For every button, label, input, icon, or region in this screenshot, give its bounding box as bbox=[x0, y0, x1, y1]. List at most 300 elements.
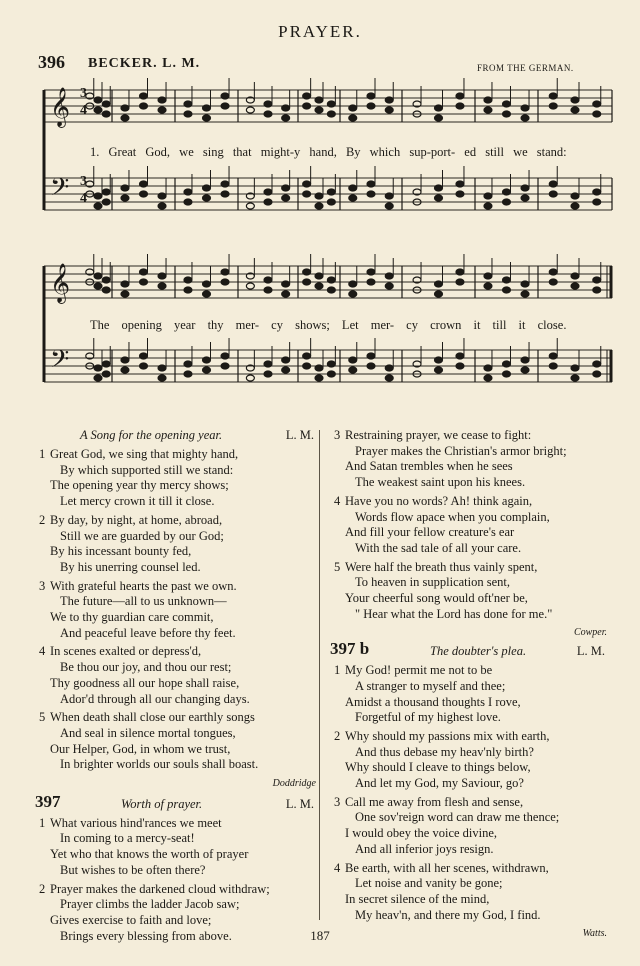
hymn1-verses bbox=[39, 447, 316, 773]
notehead bbox=[593, 371, 601, 377]
notehead bbox=[521, 115, 529, 121]
hymn2-number: 397 bbox=[35, 791, 61, 811]
verse-line: And all inferior joys resign. bbox=[355, 841, 494, 856]
notehead bbox=[315, 365, 323, 371]
notehead bbox=[121, 367, 129, 373]
notehead bbox=[121, 185, 129, 191]
verse-line: My heav'n, and there my God, I find. bbox=[355, 907, 541, 922]
left-column bbox=[35, 428, 316, 947]
hymn3-heading bbox=[330, 641, 607, 663]
notehead bbox=[571, 107, 579, 113]
verse-number: 4 bbox=[334, 493, 341, 508]
hymn2-continued-verses bbox=[334, 428, 607, 622]
verse-number: 3 bbox=[334, 428, 341, 442]
notehead bbox=[315, 273, 323, 279]
verse-line: The opening year thy mercy shows; bbox=[50, 478, 229, 493]
notehead bbox=[184, 287, 192, 293]
verse bbox=[39, 447, 316, 510]
notehead bbox=[503, 111, 511, 117]
notehead bbox=[94, 203, 102, 209]
notehead bbox=[184, 101, 192, 107]
notehead bbox=[367, 353, 375, 359]
notehead bbox=[94, 193, 102, 199]
notehead bbox=[521, 105, 529, 111]
verse-line: And Satan trembles when he sees bbox=[345, 459, 513, 474]
notehead bbox=[484, 203, 492, 209]
notehead bbox=[184, 189, 192, 195]
notehead bbox=[140, 353, 148, 359]
notehead bbox=[94, 375, 102, 381]
notehead bbox=[184, 361, 192, 367]
notehead bbox=[549, 269, 557, 275]
notehead bbox=[158, 97, 166, 103]
notehead bbox=[315, 375, 323, 381]
notehead bbox=[264, 111, 272, 117]
notehead bbox=[503, 277, 511, 283]
verse-line: And fill your fellow creature's ear bbox=[345, 525, 515, 540]
notehead bbox=[303, 353, 311, 359]
notehead bbox=[221, 93, 229, 99]
notehead bbox=[203, 105, 211, 111]
notehead bbox=[521, 195, 529, 201]
notehead bbox=[385, 375, 393, 381]
notehead bbox=[140, 103, 148, 109]
notehead bbox=[282, 195, 290, 201]
verse bbox=[39, 578, 316, 642]
notehead bbox=[349, 185, 357, 191]
verse-line: Why should I cleave to things below, bbox=[345, 760, 531, 775]
hymn3-number: 397 b bbox=[330, 639, 370, 659]
notehead bbox=[503, 189, 511, 195]
notehead bbox=[121, 291, 129, 297]
page-number: 187 bbox=[310, 928, 330, 943]
notehead bbox=[456, 269, 464, 275]
notehead bbox=[385, 365, 393, 371]
notehead bbox=[282, 281, 290, 287]
notehead bbox=[94, 283, 102, 289]
hymn2-heading bbox=[35, 791, 316, 816]
notehead bbox=[121, 281, 129, 287]
notehead bbox=[327, 287, 335, 293]
verse-line: I would obey the voice divine, bbox=[345, 826, 498, 841]
notehead bbox=[94, 365, 102, 371]
verse-number: 1 bbox=[39, 447, 46, 461]
tune-number: 396 bbox=[38, 52, 65, 72]
notehead bbox=[549, 181, 557, 187]
notehead bbox=[435, 195, 443, 201]
notehead bbox=[435, 291, 443, 297]
verse-line: Restraining prayer, we cease to fight: bbox=[345, 428, 532, 442]
verse-line: We to thy guardian care commit, bbox=[50, 610, 214, 625]
verse-line: The weakest saint upon his knees. bbox=[355, 475, 526, 490]
system2-treble-clef: 𝄞 bbox=[50, 263, 71, 303]
notehead bbox=[315, 97, 323, 103]
verse-line: In coming to a mercy-seat! bbox=[60, 831, 195, 846]
notehead bbox=[203, 367, 211, 373]
verse-line: Prayer makes the Christian's armor bright; bbox=[355, 443, 567, 458]
verse-number: 4 bbox=[39, 644, 46, 659]
notehead bbox=[140, 279, 148, 285]
notehead bbox=[521, 185, 529, 191]
verse-line: Call me away from flesh and sense, bbox=[345, 794, 524, 809]
notehead bbox=[264, 189, 272, 195]
hymn2-title: Worth of prayer. bbox=[121, 796, 203, 811]
notehead bbox=[571, 203, 579, 209]
notehead bbox=[264, 361, 272, 367]
time-signature-digit: 3 bbox=[80, 174, 87, 189]
notehead bbox=[94, 273, 102, 279]
hymn3-author: Watts. bbox=[582, 928, 607, 940]
notehead bbox=[385, 107, 393, 113]
notehead bbox=[303, 269, 311, 275]
notehead bbox=[246, 203, 254, 209]
verse-line: And seal in silence mortal tongues, bbox=[60, 725, 236, 740]
notehead bbox=[484, 107, 492, 113]
notehead bbox=[484, 375, 492, 381]
notehead bbox=[593, 361, 601, 367]
notehead bbox=[456, 363, 464, 369]
notehead bbox=[140, 363, 148, 369]
notehead bbox=[367, 363, 375, 369]
notehead bbox=[158, 203, 166, 209]
hymn2-author: Cowper. bbox=[573, 627, 607, 639]
notehead bbox=[246, 107, 254, 113]
hymn1-heading bbox=[50, 428, 316, 444]
notehead bbox=[315, 193, 323, 199]
verse bbox=[334, 428, 607, 491]
notehead bbox=[367, 181, 375, 187]
notehead bbox=[102, 277, 110, 283]
notehead bbox=[521, 367, 529, 373]
notehead bbox=[158, 375, 166, 381]
verse bbox=[334, 794, 607, 858]
verse-number: 3 bbox=[334, 794, 341, 809]
notehead bbox=[184, 277, 192, 283]
verse-line: By day, by night, at home, abroad, bbox=[50, 512, 223, 527]
notehead bbox=[158, 107, 166, 113]
verse-line: " Hear what the Lord has done for me." bbox=[355, 606, 553, 621]
notehead bbox=[121, 195, 129, 201]
notehead bbox=[264, 199, 272, 205]
verse-line: Why should my passions mix with earth, bbox=[345, 728, 550, 743]
notehead bbox=[367, 103, 375, 109]
notehead bbox=[435, 357, 443, 363]
verse-line: Your cheerful song would oft'ner be, bbox=[345, 591, 528, 606]
notehead bbox=[549, 103, 557, 109]
notehead bbox=[221, 181, 229, 187]
verse-line: Great God, we sing that mighty hand, bbox=[50, 447, 239, 461]
notehead bbox=[549, 93, 557, 99]
notehead bbox=[484, 273, 492, 279]
hymn3-verses bbox=[334, 663, 607, 923]
notehead bbox=[264, 371, 272, 377]
verse-line: Our Helper, God, in whom we trust, bbox=[50, 741, 231, 756]
notehead bbox=[456, 93, 464, 99]
notehead bbox=[503, 101, 511, 107]
verse-line: And let my God, my Saviour, go? bbox=[355, 776, 524, 791]
notehead bbox=[282, 357, 290, 363]
notehead bbox=[94, 97, 102, 103]
notehead bbox=[456, 103, 464, 109]
notehead bbox=[246, 375, 254, 381]
system1-bass-clef: 𝄢 bbox=[50, 173, 70, 208]
time-signature-digit: 3 bbox=[80, 86, 87, 101]
notehead bbox=[327, 189, 335, 195]
notehead bbox=[367, 269, 375, 275]
verse bbox=[39, 644, 316, 707]
verse-line: And peaceful leave before thy feet. bbox=[60, 625, 236, 640]
notehead bbox=[102, 371, 110, 377]
notehead bbox=[571, 283, 579, 289]
notehead bbox=[203, 115, 211, 121]
notehead bbox=[549, 279, 557, 285]
notehead bbox=[94, 107, 102, 113]
notehead bbox=[456, 279, 464, 285]
verse-line: My God! permit me not to be bbox=[345, 663, 493, 678]
notehead bbox=[303, 191, 311, 197]
notehead bbox=[102, 361, 110, 367]
notehead bbox=[121, 105, 129, 111]
notehead bbox=[264, 101, 272, 107]
notehead bbox=[303, 103, 311, 109]
verse bbox=[334, 493, 607, 557]
notehead bbox=[521, 291, 529, 297]
notehead bbox=[203, 281, 211, 287]
notehead bbox=[158, 193, 166, 199]
notehead bbox=[503, 361, 511, 367]
verse bbox=[334, 728, 607, 792]
time-signature-digit: 4 bbox=[80, 103, 87, 118]
notehead bbox=[264, 287, 272, 293]
hymn1-author: Doddridge bbox=[272, 778, 316, 790]
verse bbox=[39, 512, 316, 576]
notehead bbox=[349, 357, 357, 363]
notehead bbox=[484, 283, 492, 289]
notehead bbox=[349, 281, 357, 287]
notehead bbox=[367, 191, 375, 197]
notehead bbox=[521, 357, 529, 363]
notehead bbox=[521, 281, 529, 287]
verse bbox=[39, 815, 316, 879]
hymn2-meter: L. M. bbox=[285, 796, 314, 811]
section-heading: PRAYER. bbox=[278, 22, 362, 41]
notehead bbox=[435, 185, 443, 191]
notehead bbox=[456, 191, 464, 197]
verse bbox=[334, 663, 607, 726]
notehead bbox=[435, 105, 443, 111]
notehead bbox=[282, 367, 290, 373]
notehead bbox=[385, 203, 393, 209]
verse-number: 1 bbox=[334, 663, 341, 678]
notehead bbox=[203, 291, 211, 297]
tune-name: BECKER. L. M. bbox=[88, 56, 201, 71]
verse-number: 2 bbox=[334, 728, 341, 743]
verse-line: Be earth, with all her scenes, withdrawn, bbox=[345, 860, 549, 875]
notehead bbox=[221, 279, 229, 285]
notehead bbox=[203, 195, 211, 201]
notehead bbox=[549, 363, 557, 369]
notehead bbox=[549, 353, 557, 359]
notehead bbox=[385, 97, 393, 103]
hymn3-meter: L. M. bbox=[576, 644, 605, 659]
notehead bbox=[484, 365, 492, 371]
verse-line: One sov'reign word can draw me thence; bbox=[355, 810, 560, 825]
notehead bbox=[484, 97, 492, 103]
notehead bbox=[484, 193, 492, 199]
notehead bbox=[456, 353, 464, 359]
verse-line: Yet who that knows the worth of prayer bbox=[50, 847, 249, 862]
notehead bbox=[367, 279, 375, 285]
verse-line: Brings every blessing from above. bbox=[60, 928, 232, 943]
notehead bbox=[282, 291, 290, 297]
verse bbox=[334, 559, 607, 623]
notehead bbox=[571, 193, 579, 199]
notehead bbox=[184, 111, 192, 117]
notehead bbox=[303, 181, 311, 187]
notehead bbox=[315, 107, 323, 113]
verse-number: 3 bbox=[39, 578, 46, 593]
verse-number: 5 bbox=[39, 710, 46, 725]
time-signature-digit: 4 bbox=[80, 191, 87, 206]
verse-number: 4 bbox=[334, 860, 341, 875]
notehead bbox=[327, 361, 335, 367]
notehead bbox=[435, 281, 443, 287]
notehead bbox=[503, 371, 511, 377]
score-svg bbox=[0, 0, 640, 420]
verse-line: And thus debase my heav'nly birth? bbox=[355, 744, 534, 759]
notehead bbox=[315, 203, 323, 209]
verse-number: 2 bbox=[39, 881, 46, 896]
notehead bbox=[571, 273, 579, 279]
verse-line: Still we are guarded by our God; bbox=[60, 528, 224, 543]
notehead bbox=[349, 195, 357, 201]
hymn1-meter: L. M. bbox=[285, 428, 314, 442]
system2-bass-clef: 𝄢 bbox=[50, 345, 70, 380]
verse-line: Let noise and vanity be gone; bbox=[355, 876, 503, 891]
notehead bbox=[246, 283, 254, 289]
notehead bbox=[349, 115, 357, 121]
verse-line: Have you no words? Ah! think again, bbox=[345, 493, 533, 508]
notehead bbox=[593, 287, 601, 293]
notehead bbox=[456, 181, 464, 187]
verse-line: Prayer climbs the ladder Jacob saw; bbox=[60, 897, 240, 912]
notehead bbox=[282, 185, 290, 191]
lyric-line-1: 1. Great God, we sing that might-y hand, By which sup-port- ed still we stand: bbox=[90, 145, 567, 159]
notehead bbox=[349, 105, 357, 111]
verse-line: Be thou our joy, and thou our rest; bbox=[60, 660, 232, 675]
verse-line: By his unerring counsel led. bbox=[60, 559, 201, 574]
notehead bbox=[349, 291, 357, 297]
hymn1-title: A Song for the opening year. bbox=[80, 428, 223, 442]
verse-line: When death shall close our earthly songs bbox=[50, 710, 255, 725]
verse-line: In secret silence of the mind, bbox=[345, 891, 490, 906]
notehead bbox=[571, 375, 579, 381]
verse-line: The future—all to us unknown— bbox=[60, 594, 227, 609]
notehead bbox=[102, 287, 110, 293]
notehead bbox=[221, 269, 229, 275]
notehead bbox=[327, 199, 335, 205]
notehead bbox=[158, 273, 166, 279]
notehead bbox=[303, 93, 311, 99]
notehead bbox=[158, 283, 166, 289]
notehead bbox=[303, 363, 311, 369]
hymn3-title: The doubter's plea. bbox=[430, 644, 527, 659]
notehead bbox=[303, 279, 311, 285]
verse-line: Thy goodness all our hope shall raise, bbox=[50, 675, 240, 690]
verse-line: What various hind'rances we meet bbox=[50, 815, 222, 830]
notehead bbox=[327, 111, 335, 117]
notehead bbox=[140, 93, 148, 99]
notehead bbox=[435, 367, 443, 373]
verse-line: In scenes exalted or depress'd, bbox=[50, 644, 202, 659]
notehead bbox=[282, 105, 290, 111]
verse-line: Prayer makes the darkened cloud withdraw; bbox=[50, 881, 270, 896]
notehead bbox=[184, 371, 192, 377]
verse-line: Gives exercise to faith and love; bbox=[50, 912, 212, 927]
notehead bbox=[571, 365, 579, 371]
verse-line: Amidst a thousand thoughts I rove, bbox=[345, 694, 521, 709]
verse-line: By his incessant bounty fed, bbox=[50, 544, 192, 559]
notehead bbox=[503, 287, 511, 293]
notehead bbox=[140, 191, 148, 197]
verse-line: But wishes to be often there? bbox=[60, 862, 206, 877]
verse-line: To heaven in supplication sent, bbox=[355, 575, 510, 590]
lyric-line-2: The opening year thy mer- cy shows; Let mer- cy crown it till it close. bbox=[90, 318, 567, 332]
notehead bbox=[327, 371, 335, 377]
column-divider bbox=[319, 430, 320, 920]
notehead bbox=[503, 199, 511, 205]
notehead bbox=[593, 189, 601, 195]
notehead bbox=[140, 269, 148, 275]
notehead bbox=[315, 283, 323, 289]
notehead bbox=[593, 111, 601, 117]
notehead bbox=[549, 191, 557, 197]
verse-line: Were half the breath thus vainly spent, bbox=[345, 559, 538, 574]
notehead bbox=[349, 367, 357, 373]
notehead bbox=[221, 363, 229, 369]
notehead bbox=[367, 93, 375, 99]
notehead bbox=[571, 97, 579, 103]
notehead bbox=[203, 185, 211, 191]
verse-line: With grateful hearts the past we own. bbox=[50, 578, 237, 593]
verse-line: A stranger to myself and thee; bbox=[355, 678, 506, 693]
notehead bbox=[435, 115, 443, 121]
notehead bbox=[221, 103, 229, 109]
notehead bbox=[221, 191, 229, 197]
notehead bbox=[140, 181, 148, 187]
verse bbox=[39, 710, 316, 773]
notehead bbox=[264, 277, 272, 283]
notehead bbox=[327, 277, 335, 283]
right-column bbox=[330, 428, 607, 942]
notehead bbox=[385, 273, 393, 279]
verse-line: Let mercy crown it till it close. bbox=[60, 494, 215, 509]
verse-line: Ador'd through all our changing days. bbox=[60, 691, 250, 706]
notehead bbox=[121, 115, 129, 121]
notehead bbox=[385, 283, 393, 289]
notehead bbox=[102, 189, 110, 195]
verse-line: Forgetful of my highest love. bbox=[355, 710, 501, 725]
system1-treble-clef: 𝄞 bbox=[50, 87, 71, 127]
verse-line: With the sad tale of all your care. bbox=[355, 540, 522, 555]
notehead bbox=[203, 357, 211, 363]
notehead bbox=[327, 101, 335, 107]
notehead bbox=[121, 357, 129, 363]
verse-number: 5 bbox=[334, 559, 341, 574]
notehead bbox=[158, 365, 166, 371]
notehead bbox=[102, 199, 110, 205]
notehead bbox=[593, 277, 601, 283]
